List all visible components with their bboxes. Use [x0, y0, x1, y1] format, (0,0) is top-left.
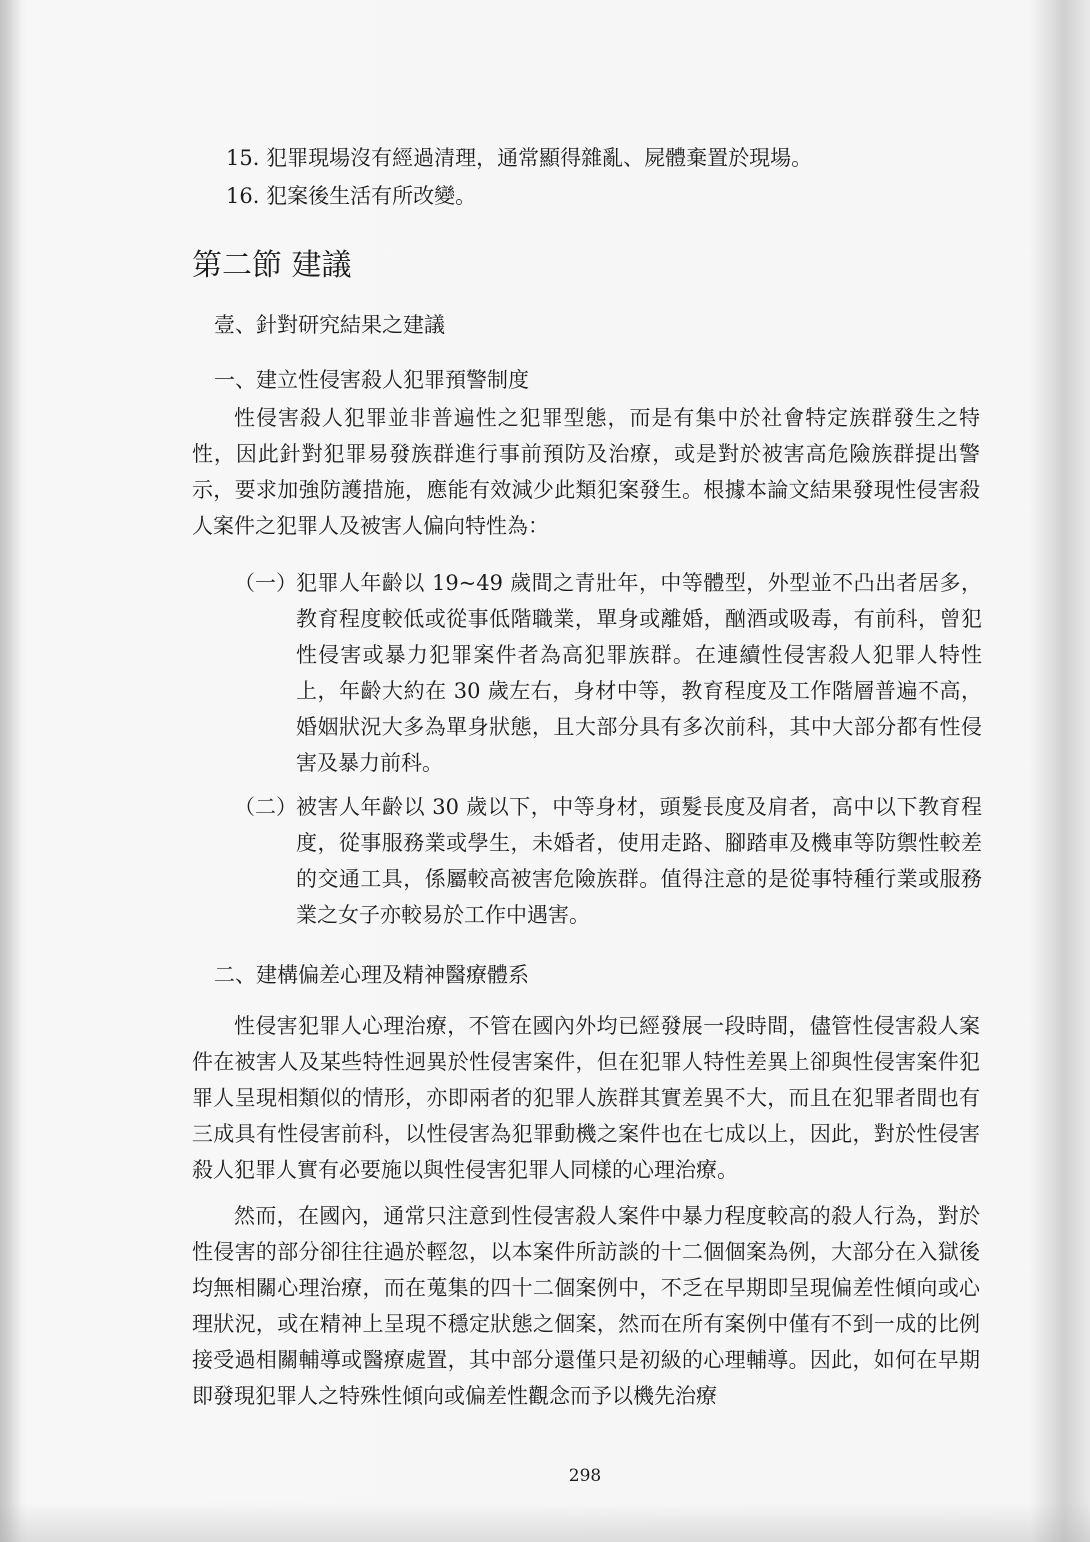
paragraph-2: 性侵害犯罪人心理治療，不管在國內外均已經發展一段時間，儘管性侵害殺人案件在被害人及某些特性迥異於性侵害案件，但在犯罪人特性差異上卻與性侵害案件犯罪人呈現相類似的情形，亦即兩者的犯罪人族群其實差異不大，而且在犯罪者間也有三成具有性侵害前科，以性侵害為犯罪動機之案件也在七成以上，因此，對於性侵害殺人犯罪人實有必要施以與性侵害犯罪人同樣的心理治療。 [192, 1014, 980, 1182]
heading-1: 壹、針對研究結果之建議 [214, 313, 445, 337]
page-bottom-shadow [0, 1502, 1090, 1542]
list-item-15: 15. 犯罪現場沒有經過清理，通常顯得雜亂、屍體棄置於現場。 [226, 146, 813, 170]
section-title: 第二節 建議 [192, 248, 352, 283]
list-item-16: 16. 犯案後生活有所改變。 [226, 184, 477, 208]
page-number: 298 [568, 1466, 602, 1486]
sub-item-2-marker: （二） [234, 795, 297, 819]
sub-item-2-text: 被害人年齡以 30 歲以下，中等身材，頭髮長度及肩者，高中以下教育程度，從事服務業或學生，未婚者，使用走路、腳踏車及機車等防禦性較差的交通工具，係屬較高被害危險族群。值得注意的是從事特種行業或服務業之女子亦較易於工作中遇害。 [296, 795, 982, 927]
page-edge-shadow [0, 0, 22, 1542]
sub-heading-2: 二、建構偏差心理及精神醫療體系 [214, 963, 529, 987]
sub-item-1-marker: （一） [234, 571, 297, 595]
paragraph-3: 然而，在國內，通常只注意到性侵害殺人案件中暴力程度較高的殺人行為，對於性侵害的部分卻往往過於輕忽，以本案件所訪談的十二個個案為例，大部分在入獄後均無相關心理治療，而在蒐集的四十二個案例中，不乏在早期即呈現偏差性傾向或心理狀況，或在精神上呈現不穩定狀態之個案，然而在所有案例中僅有不到一成的比例接受過相關輔導或醫療處置，其中部分還僅只是初級的心理輔導。因此，如何在早期即發現犯罪人之特殊性傾向或偏差性觀念而予以機先治療 [192, 1204, 980, 1408]
paragraph-1: 性侵害殺人犯罪並非普遍性之犯罪型態，而是有集中於社會特定族群發生之特性，因此針對犯罪易發族群進行事前預防及治療，或是對於被害高危險族群提出警示，要求加強防護措施，應能有效減少此類犯案發生。根據本論文結果發現性侵害殺人案件之犯罪人及被害人偏向特性為： [192, 406, 980, 538]
sub-item-1-text: 犯罪人年齡以 19~49 歲間之青壯年，中等體型，外型並不凸出者居多，教育程度較低或從事低階職業，單身或離婚，酗酒或吸毒，有前科，曾犯性侵害或暴力犯罪案件者為高犯罪族群。在連續性侵害殺人犯罪人特性上，年齡大約在 30 歲左右，身材中等，教育程度及工作階層普遍不高，婚姻狀況大多為單身狀態，且大部分具有多次前科，其中大部分都有性侵害及暴力前科。 [296, 571, 982, 775]
sub-heading-1: 一、建立性侵害殺人犯罪預警制度 [214, 368, 529, 392]
